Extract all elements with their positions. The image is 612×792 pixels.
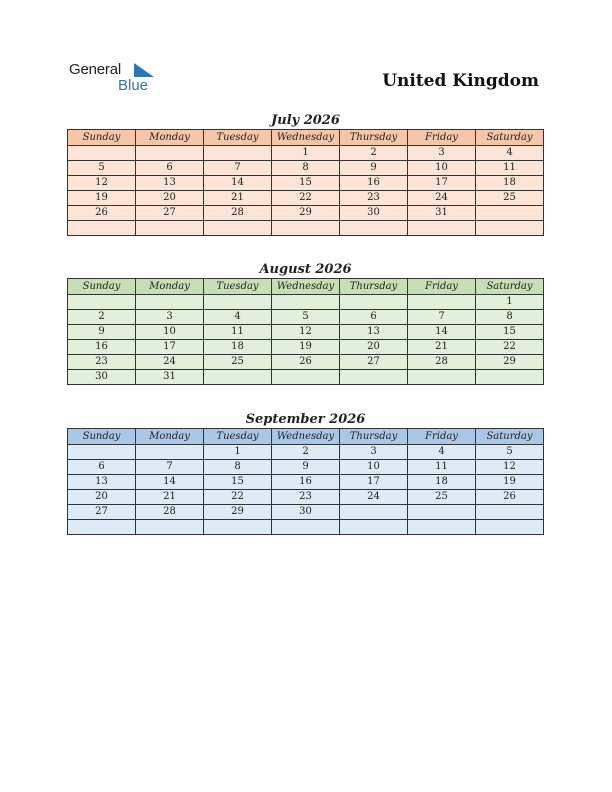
month-july bbox=[67, 112, 544, 236]
day-cell: 15 bbox=[204, 475, 272, 490]
weekday-header: Wednesday bbox=[272, 429, 340, 445]
weekday-header: Thursday bbox=[340, 130, 408, 146]
day-cell: 31 bbox=[408, 206, 476, 221]
weekday-header-row bbox=[68, 130, 544, 146]
day-cell: 9 bbox=[340, 161, 408, 176]
weekday-header: Tuesday bbox=[204, 130, 272, 146]
day-cell: 25 bbox=[204, 355, 272, 370]
week-row bbox=[68, 206, 544, 221]
day-cell bbox=[204, 520, 272, 535]
day-cell: 23 bbox=[68, 355, 136, 370]
day-cell: 2 bbox=[272, 445, 340, 460]
day-cell: 13 bbox=[136, 176, 204, 191]
week-row bbox=[68, 475, 544, 490]
day-cell: 27 bbox=[340, 355, 408, 370]
week-row bbox=[68, 295, 544, 310]
day-cell bbox=[68, 221, 136, 236]
day-cell: 11 bbox=[204, 325, 272, 340]
day-cell: 17 bbox=[408, 176, 476, 191]
day-cell: 25 bbox=[476, 191, 544, 206]
week-row bbox=[68, 221, 544, 236]
day-cell bbox=[136, 520, 204, 535]
month-august bbox=[67, 261, 544, 385]
day-cell bbox=[340, 370, 408, 385]
week-row bbox=[68, 490, 544, 505]
week-row bbox=[68, 325, 544, 340]
logo-text-blue: Blue bbox=[118, 77, 149, 94]
day-cell: 20 bbox=[136, 191, 204, 206]
day-cell: 18 bbox=[408, 475, 476, 490]
day-cell: 21 bbox=[136, 490, 204, 505]
day-cell: 20 bbox=[68, 490, 136, 505]
day-cell bbox=[136, 221, 204, 236]
day-cell: 16 bbox=[272, 475, 340, 490]
day-cell: 16 bbox=[68, 340, 136, 355]
day-cell: 14 bbox=[204, 176, 272, 191]
day-cell: 8 bbox=[476, 310, 544, 325]
week-row bbox=[68, 176, 544, 191]
logo-text-general: General bbox=[69, 61, 121, 78]
weekday-header: Sunday bbox=[68, 130, 136, 146]
day-cell: 12 bbox=[68, 176, 136, 191]
day-cell bbox=[476, 520, 544, 535]
day-cell: 3 bbox=[408, 146, 476, 161]
day-cell: 22 bbox=[476, 340, 544, 355]
day-cell: 12 bbox=[272, 325, 340, 340]
day-cell: 17 bbox=[340, 475, 408, 490]
week-row bbox=[68, 520, 544, 535]
day-cell bbox=[136, 295, 204, 310]
week-row bbox=[68, 146, 544, 161]
day-cell: 23 bbox=[340, 191, 408, 206]
day-cell: 31 bbox=[136, 370, 204, 385]
day-cell: 28 bbox=[136, 505, 204, 520]
day-cell bbox=[272, 370, 340, 385]
week-row bbox=[68, 310, 544, 325]
day-cell bbox=[68, 520, 136, 535]
weekday-header: Sunday bbox=[68, 279, 136, 295]
day-cell bbox=[204, 295, 272, 310]
day-cell: 3 bbox=[136, 310, 204, 325]
day-cell: 10 bbox=[340, 460, 408, 475]
day-cell: 1 bbox=[272, 146, 340, 161]
day-cell: 15 bbox=[476, 325, 544, 340]
day-cell bbox=[204, 146, 272, 161]
weekday-header: Saturday bbox=[476, 279, 544, 295]
day-cell: 18 bbox=[204, 340, 272, 355]
weekday-header: Tuesday bbox=[204, 279, 272, 295]
day-cell bbox=[476, 505, 544, 520]
day-cell bbox=[408, 520, 476, 535]
day-cell bbox=[340, 520, 408, 535]
calendar-body bbox=[68, 295, 544, 385]
day-cell: 10 bbox=[136, 325, 204, 340]
day-cell: 4 bbox=[408, 445, 476, 460]
weekday-header: Monday bbox=[136, 279, 204, 295]
weekday-header: Friday bbox=[408, 429, 476, 445]
day-cell: 19 bbox=[476, 475, 544, 490]
day-cell: 2 bbox=[68, 310, 136, 325]
day-cell: 4 bbox=[204, 310, 272, 325]
weekday-header: Thursday bbox=[340, 279, 408, 295]
day-cell: 6 bbox=[68, 460, 136, 475]
month-title: September 2026 bbox=[245, 412, 366, 427]
weekday-header: Sunday bbox=[68, 429, 136, 445]
day-cell: 6 bbox=[136, 161, 204, 176]
day-cell bbox=[408, 370, 476, 385]
month-title: August 2026 bbox=[259, 262, 352, 277]
day-cell: 11 bbox=[476, 161, 544, 176]
day-cell: 29 bbox=[204, 505, 272, 520]
day-cell: 6 bbox=[340, 310, 408, 325]
day-cell bbox=[272, 295, 340, 310]
day-cell: 26 bbox=[68, 206, 136, 221]
day-cell bbox=[68, 146, 136, 161]
month-september bbox=[67, 411, 544, 535]
week-row bbox=[68, 445, 544, 460]
day-cell: 20 bbox=[340, 340, 408, 355]
day-cell: 24 bbox=[340, 490, 408, 505]
calendar-body bbox=[68, 146, 544, 236]
day-cell: 17 bbox=[136, 340, 204, 355]
week-row bbox=[68, 161, 544, 176]
day-cell bbox=[340, 221, 408, 236]
day-cell: 25 bbox=[408, 490, 476, 505]
day-cell bbox=[476, 370, 544, 385]
weekday-header: Monday bbox=[136, 130, 204, 146]
weekday-header: Saturday bbox=[476, 130, 544, 146]
day-cell: 30 bbox=[340, 206, 408, 221]
week-row bbox=[68, 355, 544, 370]
day-cell: 12 bbox=[476, 460, 544, 475]
day-cell: 30 bbox=[272, 505, 340, 520]
day-cell: 28 bbox=[408, 355, 476, 370]
day-cell: 24 bbox=[136, 355, 204, 370]
day-cell: 13 bbox=[340, 325, 408, 340]
day-cell: 29 bbox=[476, 355, 544, 370]
day-cell: 30 bbox=[68, 370, 136, 385]
day-cell bbox=[476, 206, 544, 221]
day-cell: 16 bbox=[340, 176, 408, 191]
weekday-header: Wednesday bbox=[272, 130, 340, 146]
day-cell: 21 bbox=[204, 191, 272, 206]
month-title: July 2026 bbox=[271, 113, 340, 128]
day-cell: 2 bbox=[340, 146, 408, 161]
day-cell: 9 bbox=[68, 325, 136, 340]
day-cell bbox=[408, 505, 476, 520]
day-cell: 5 bbox=[68, 161, 136, 176]
day-cell: 19 bbox=[68, 191, 136, 206]
calendar-table bbox=[67, 278, 544, 385]
weekday-header: Monday bbox=[136, 429, 204, 445]
day-cell: 8 bbox=[272, 161, 340, 176]
day-cell: 27 bbox=[136, 206, 204, 221]
day-cell: 22 bbox=[272, 191, 340, 206]
day-cell bbox=[476, 221, 544, 236]
day-cell: 1 bbox=[476, 295, 544, 310]
logo-triangle-icon bbox=[134, 63, 154, 77]
calendar-table bbox=[67, 428, 544, 535]
weekday-header: Wednesday bbox=[272, 279, 340, 295]
week-row bbox=[68, 460, 544, 475]
day-cell bbox=[408, 221, 476, 236]
day-cell bbox=[340, 295, 408, 310]
day-cell: 19 bbox=[272, 340, 340, 355]
day-cell: 13 bbox=[68, 475, 136, 490]
day-cell bbox=[204, 221, 272, 236]
weekday-header: Saturday bbox=[476, 429, 544, 445]
calendar-table bbox=[67, 129, 544, 236]
day-cell bbox=[68, 295, 136, 310]
day-cell: 11 bbox=[408, 460, 476, 475]
day-cell: 26 bbox=[476, 490, 544, 505]
day-cell bbox=[272, 520, 340, 535]
week-row bbox=[68, 340, 544, 355]
day-cell bbox=[204, 370, 272, 385]
week-row bbox=[68, 370, 544, 385]
day-cell: 29 bbox=[272, 206, 340, 221]
day-cell: 14 bbox=[136, 475, 204, 490]
day-cell: 15 bbox=[272, 176, 340, 191]
day-cell: 7 bbox=[408, 310, 476, 325]
day-cell: 14 bbox=[408, 325, 476, 340]
day-cell: 8 bbox=[204, 460, 272, 475]
weekday-header-row bbox=[68, 429, 544, 445]
day-cell bbox=[136, 146, 204, 161]
country-title: United Kingdom bbox=[382, 71, 539, 91]
day-cell: 22 bbox=[204, 490, 272, 505]
weekday-header: Friday bbox=[408, 279, 476, 295]
day-cell: 28 bbox=[204, 206, 272, 221]
weekday-header: Friday bbox=[408, 130, 476, 146]
day-cell: 10 bbox=[408, 161, 476, 176]
calendar-body bbox=[68, 445, 544, 535]
day-cell bbox=[136, 445, 204, 460]
day-cell bbox=[272, 221, 340, 236]
day-cell bbox=[408, 295, 476, 310]
day-cell: 5 bbox=[272, 310, 340, 325]
weekday-header: Tuesday bbox=[204, 429, 272, 445]
day-cell: 24 bbox=[408, 191, 476, 206]
day-cell: 7 bbox=[136, 460, 204, 475]
day-cell bbox=[340, 505, 408, 520]
day-cell: 4 bbox=[476, 146, 544, 161]
day-cell: 1 bbox=[204, 445, 272, 460]
day-cell: 5 bbox=[476, 445, 544, 460]
day-cell bbox=[68, 445, 136, 460]
day-cell: 23 bbox=[272, 490, 340, 505]
day-cell: 27 bbox=[68, 505, 136, 520]
day-cell: 26 bbox=[272, 355, 340, 370]
day-cell: 21 bbox=[408, 340, 476, 355]
weekday-header: Thursday bbox=[340, 429, 408, 445]
day-cell: 9 bbox=[272, 460, 340, 475]
day-cell: 7 bbox=[204, 161, 272, 176]
day-cell: 18 bbox=[476, 176, 544, 191]
day-cell: 3 bbox=[340, 445, 408, 460]
generalblue-logo bbox=[69, 61, 169, 97]
weekday-header-row bbox=[68, 279, 544, 295]
week-row bbox=[68, 191, 544, 206]
week-row bbox=[68, 505, 544, 520]
